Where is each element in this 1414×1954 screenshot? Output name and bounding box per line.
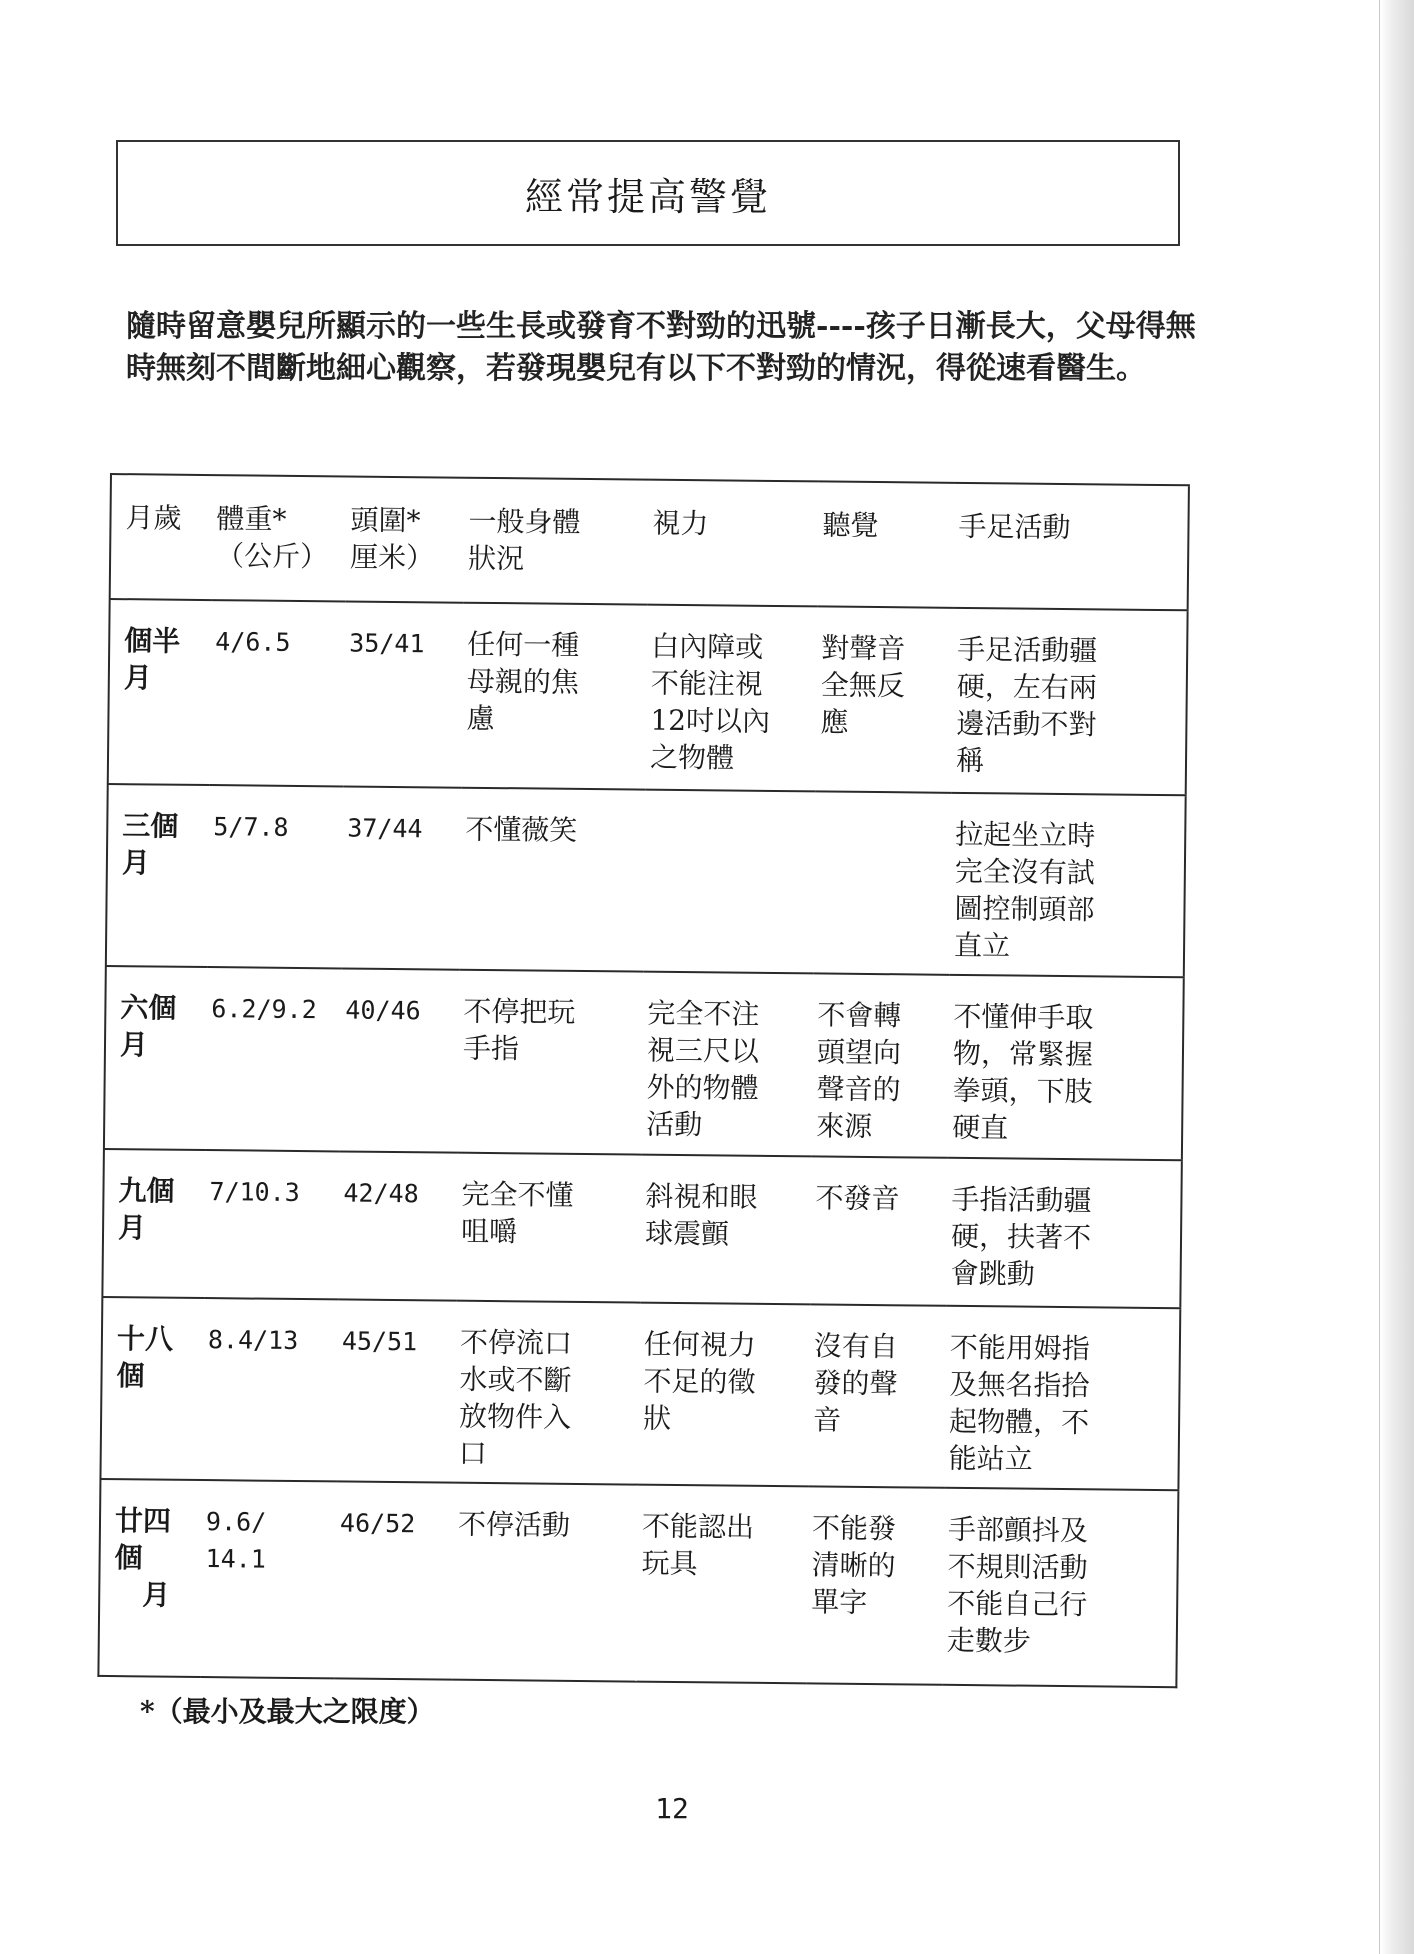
header-motor: 手足活動 [954,483,1189,610]
cell-head: 45/51 [336,1299,456,1482]
cell-age: 六個月 [104,966,208,1150]
cell-motor: 手部顫抖及 不規則活動 不能自己行 走數步 [942,1488,1178,1687]
warning-signs-table-wrapper [97,473,1188,1686]
cell-hearing: 不會轉 頭望向 聲音的 來源 [812,973,950,1157]
cell-head: 35/41 [344,601,464,787]
cell-age: 廿四個 月 [98,1479,202,1677]
cell-vision: 白內障或 不能注視 12吋以內 之物體 [646,605,818,792]
cell-head: 42/48 [338,1151,458,1300]
cell-weight: 4/6.5 [210,600,346,786]
cell-vision [644,790,816,974]
cell-weight: 9.6/ 14.1 [200,1480,336,1678]
cell-age: 十八個 [100,1297,204,1480]
cell-general: 不停流口 水或不斷 放物件入 口 [454,1301,640,1485]
cell-hearing: 不能發 清晰的 單字 [806,1486,944,1684]
cell-weight: 8.4/13 [202,1298,338,1481]
cell-motor: 手足活動疆 硬，左右兩 邊活動不對 稱 [952,608,1188,795]
cell-weight: 5/7.8 [208,785,344,968]
cell-general: 任何一種 母親的焦 慮 [462,603,648,790]
intro-paragraph: 隨時留意嬰兒所顯示的一些生長或發育不對勁的迅號----孩子日漸長大，父母得無時無刻不間斷地細心觀察，若發現嬰兒有以下不對勁的情況，得從速看醫生。 [126,309,1196,386]
footnote: *（最小及最大之限度） [140,1695,435,1728]
cell-age: 九個月 [102,1149,206,1298]
cell-vision: 不能認出 玩具 [636,1485,808,1684]
cell-hearing: 沒有自 發的聲 音 [808,1304,946,1487]
table-row [106,784,1186,977]
cell-general: 不停活動 [452,1483,638,1682]
cell-motor: 手指活動疆 硬，扶著不 會跳動 [946,1158,1182,1308]
cell-head: 40/46 [340,968,460,1152]
warning-signs-table [97,473,1190,1688]
cell-hearing: 不發音 [810,1156,948,1305]
cell-vision: 完全不注 視三尺以 外的物體 活動 [642,972,814,1157]
cell-motor: 不能用姆指 及無名指拾 起物體，不 能站立 [944,1306,1180,1490]
cell-head: 37/44 [342,786,462,969]
cell-vision: 任何視力 不足的徵 狀 [638,1303,810,1487]
header-head: 頭圍* 厘米） [346,476,465,602]
cell-age: 三個月 [106,784,210,967]
page-number: 12 [655,1792,689,1825]
page-title: 經常提高警覺 [524,174,771,219]
cell-motor: 拉起坐立時 完全沒有試 圖控制頭部 直立 [950,793,1186,977]
cell-hearing: 對聲音 全無反 應 [816,606,954,792]
cell-weight: 7/10.3 [204,1150,340,1299]
table-row [108,599,1188,795]
cell-general: 不懂薇笑 [460,788,646,972]
cell-general: 不停把玩 手指 [458,970,644,1155]
table-header-row [110,474,1189,610]
header-general: 一般身體 狀況 [464,478,649,605]
header-vision: 視力 [648,480,819,607]
title-box [116,140,1180,246]
page-edge-shadow [1379,0,1414,1954]
table-row [98,1479,1178,1687]
cell-hearing [814,791,952,974]
cell-head: 46/52 [334,1481,454,1679]
table-row [100,1297,1180,1490]
table-row [104,966,1184,1160]
cell-age: 個半月 [108,599,212,785]
table-row [102,1149,1181,1308]
header-hearing: 聽覺 [818,481,955,607]
cell-general: 完全不懂 咀嚼 [456,1153,642,1303]
header-age: 月歲 [110,474,213,600]
cell-motor: 不懂伸手取 物，常緊握 拳頭，下肢 硬直 [948,975,1184,1160]
cell-vision: 斜視和眼 球震顫 [640,1155,812,1305]
header-weight: 體重* （公斤） [212,475,347,601]
cell-weight: 6.2/9.2 [206,967,342,1151]
